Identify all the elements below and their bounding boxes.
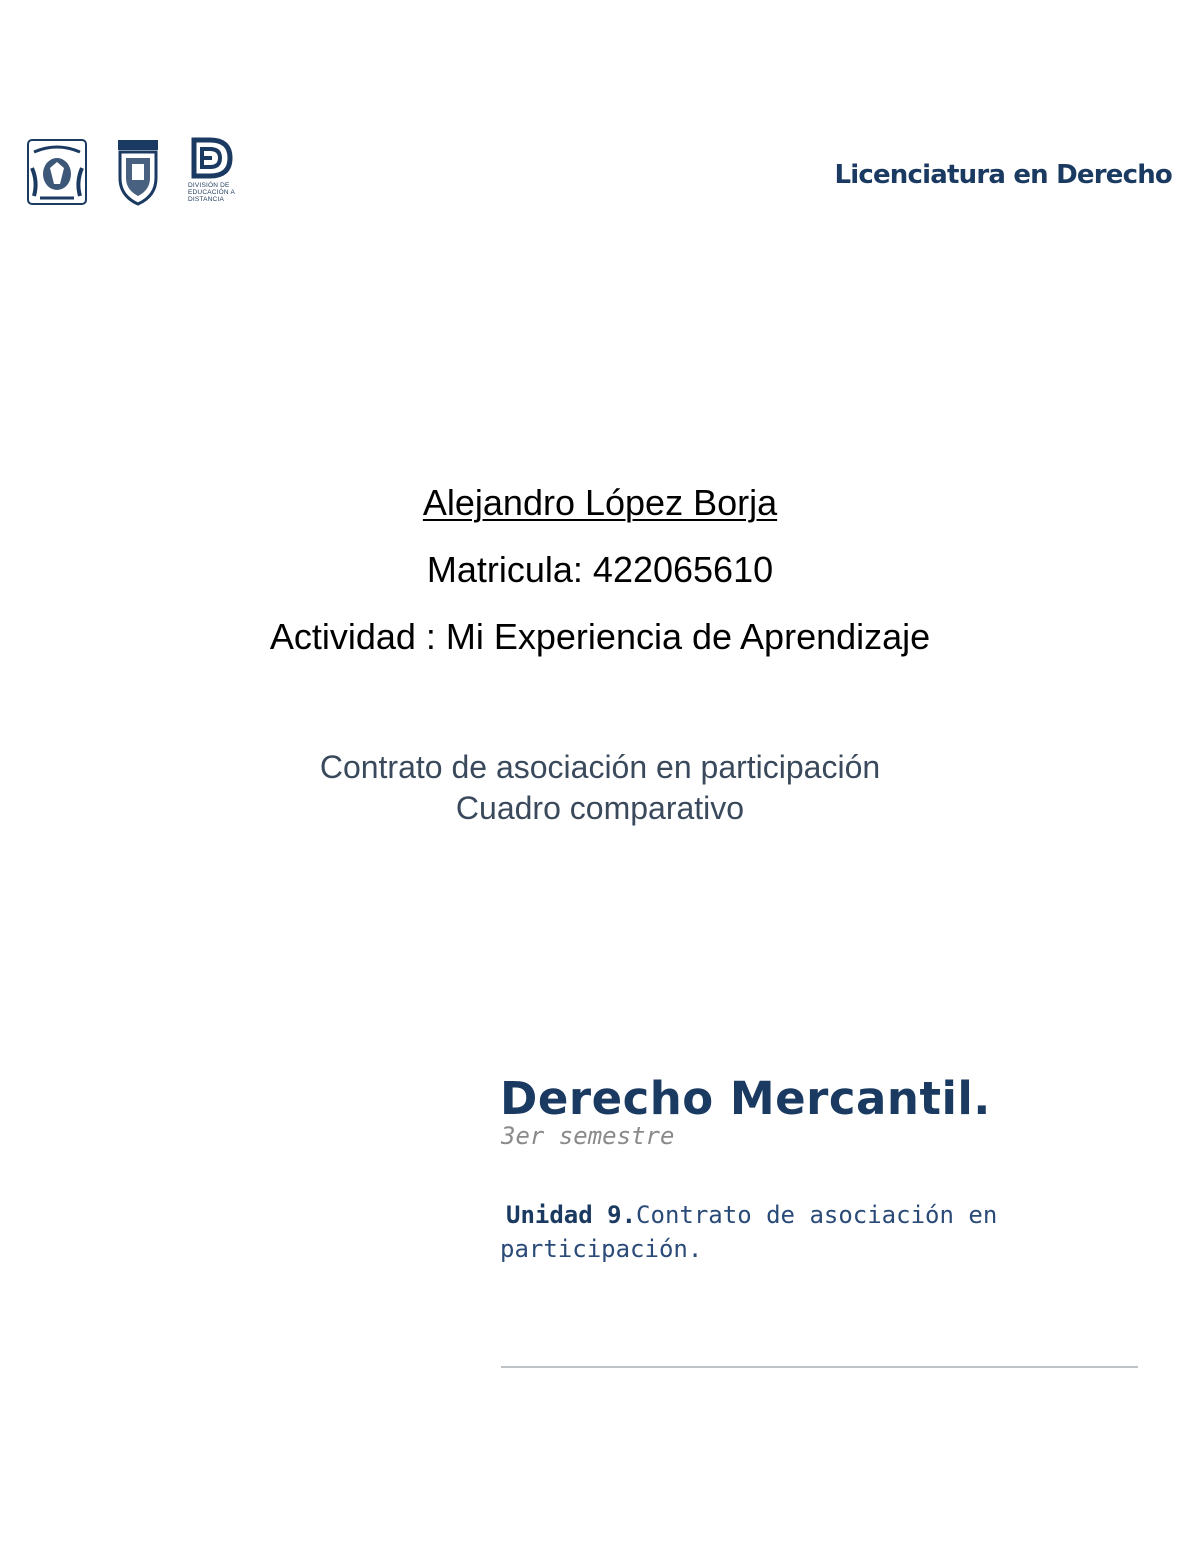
student-name (0, 482, 1200, 524)
student-name-text: Alejandro López Borja (422, 482, 778, 523)
ead-logo (188, 136, 236, 208)
unit-text: Contrato de asociación en participación. (500, 1201, 998, 1263)
course-title: Derecho Mercantil. (500, 1072, 991, 1125)
unit-label: Unidad 9. (506, 1201, 637, 1229)
ead-logo-icon (188, 136, 236, 180)
divider (501, 1366, 1138, 1368)
header-logos (26, 136, 246, 212)
semester: 3er semestre (501, 1122, 675, 1150)
topic-subtitle: Cuadro comparativo (455, 790, 745, 826)
unam-crest-icon (26, 138, 88, 206)
program-title: Licenciatura en Derecho (834, 160, 1172, 190)
fes-shield-icon (116, 138, 160, 206)
actividad: Actividad : Mi Experiencia de Aprendizaje (269, 616, 931, 657)
ead-caption: DIVISIÓN DE EDUCACIÓN A DISTANCIA (188, 182, 235, 203)
topic-title: Contrato de asociación en participación (319, 749, 881, 785)
matricula: Matricula: 422065610 (426, 549, 774, 590)
unit-block (500, 1198, 1040, 1266)
